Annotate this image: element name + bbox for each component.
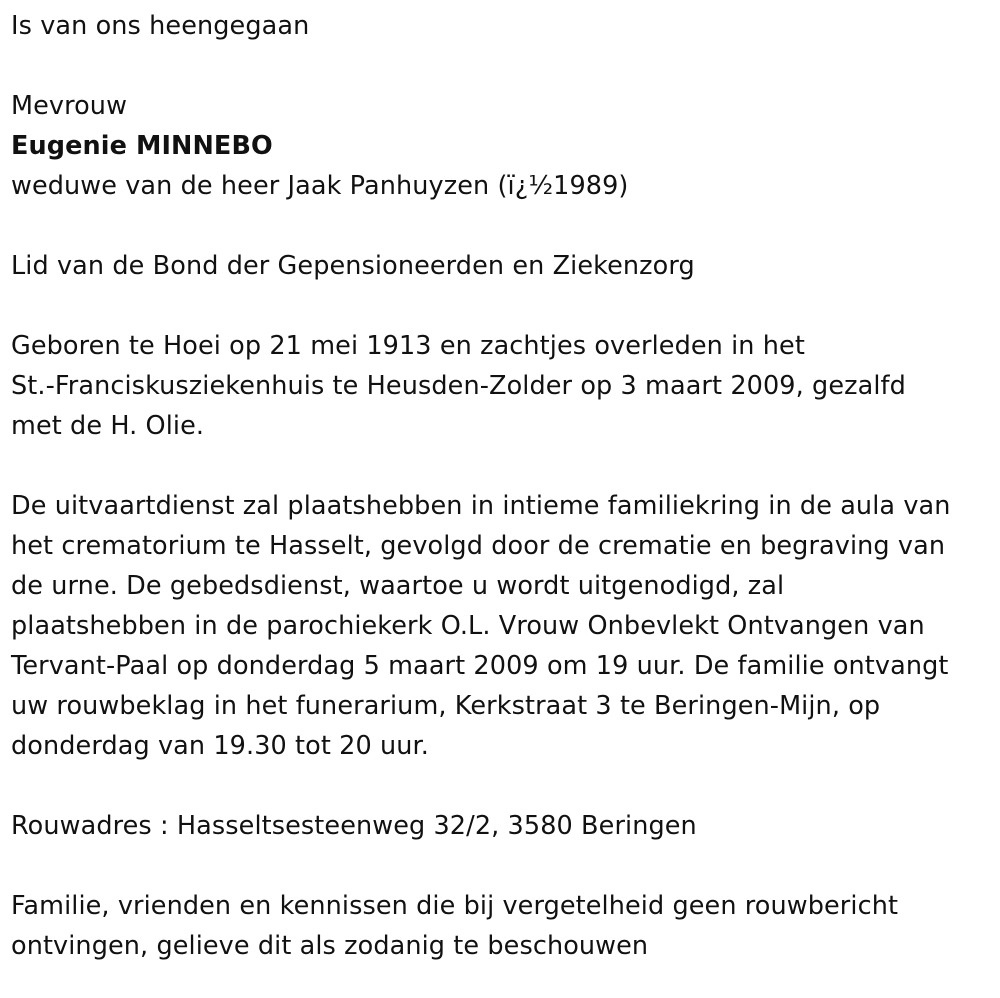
spouse-line: weduwe van de heer Jaak Panhuyzen (ï¿½1989) xyxy=(11,171,629,201)
mourning-address: Rouwadres : Hasseltsesteenweg 32/2, 3580 Beringen xyxy=(11,811,697,841)
funeral-paragraph xyxy=(11,486,1000,766)
closing-paragraph xyxy=(11,886,1000,966)
spacer xyxy=(11,766,1000,806)
paragraph-line: uw rouwbeklag in het funerarium, Kerkstraat 3 te Beringen-Mijn, op xyxy=(11,691,881,721)
spacer xyxy=(11,286,1000,326)
paragraph-line: plaatshebben in de parochiekerk O.L. Vrouw Onbevlekt Ontvangen van xyxy=(11,611,925,641)
salutation: Mevrouw xyxy=(11,91,128,121)
paragraph-line: De uitvaartdienst zal plaatshebben in intieme familiekring in de aula van xyxy=(11,491,951,521)
membership-line: Lid van de Bond der Gepensioneerden en Ziekenzorg xyxy=(11,251,695,281)
spacer xyxy=(11,206,1000,246)
spacer xyxy=(11,46,1000,86)
deceased-name: Eugenie MINNEBO xyxy=(11,131,273,161)
paragraph-line: Geboren te Hoei op 21 mei 1913 en zachtjes overleden in het xyxy=(11,331,805,361)
paragraph-line: ontvingen, gelieve dit als zodanig te beschouwen xyxy=(11,931,649,961)
paragraph-line: de urne. De gebedsdienst, waartoe u wordt uitgenodigd, zal xyxy=(11,571,785,601)
paragraph-line: het crematorium te Hasselt, gevolgd door de crematie en begraving van xyxy=(11,531,946,561)
paragraph-line: Tervant-Paal op donderdag 5 maart 2009 om 19 uur. De familie ontvangt xyxy=(11,651,949,681)
spacer xyxy=(11,446,1000,486)
paragraph-line: met de H. Olie. xyxy=(11,411,205,441)
spacer xyxy=(11,846,1000,886)
paragraph-line: St.-Franciskusziekenhuis te Heusden-Zolder op 3 maart 2009, gezalfd xyxy=(11,371,906,401)
birth-death-paragraph xyxy=(11,326,1000,446)
paragraph-line: donderdag van 19.30 tot 20 uur. xyxy=(11,731,429,761)
paragraph-line: Familie, vrienden en kennissen die bij vergetelheid geen rouwbericht xyxy=(11,891,899,921)
intro-text: Is van ons heengegaan xyxy=(11,11,310,41)
